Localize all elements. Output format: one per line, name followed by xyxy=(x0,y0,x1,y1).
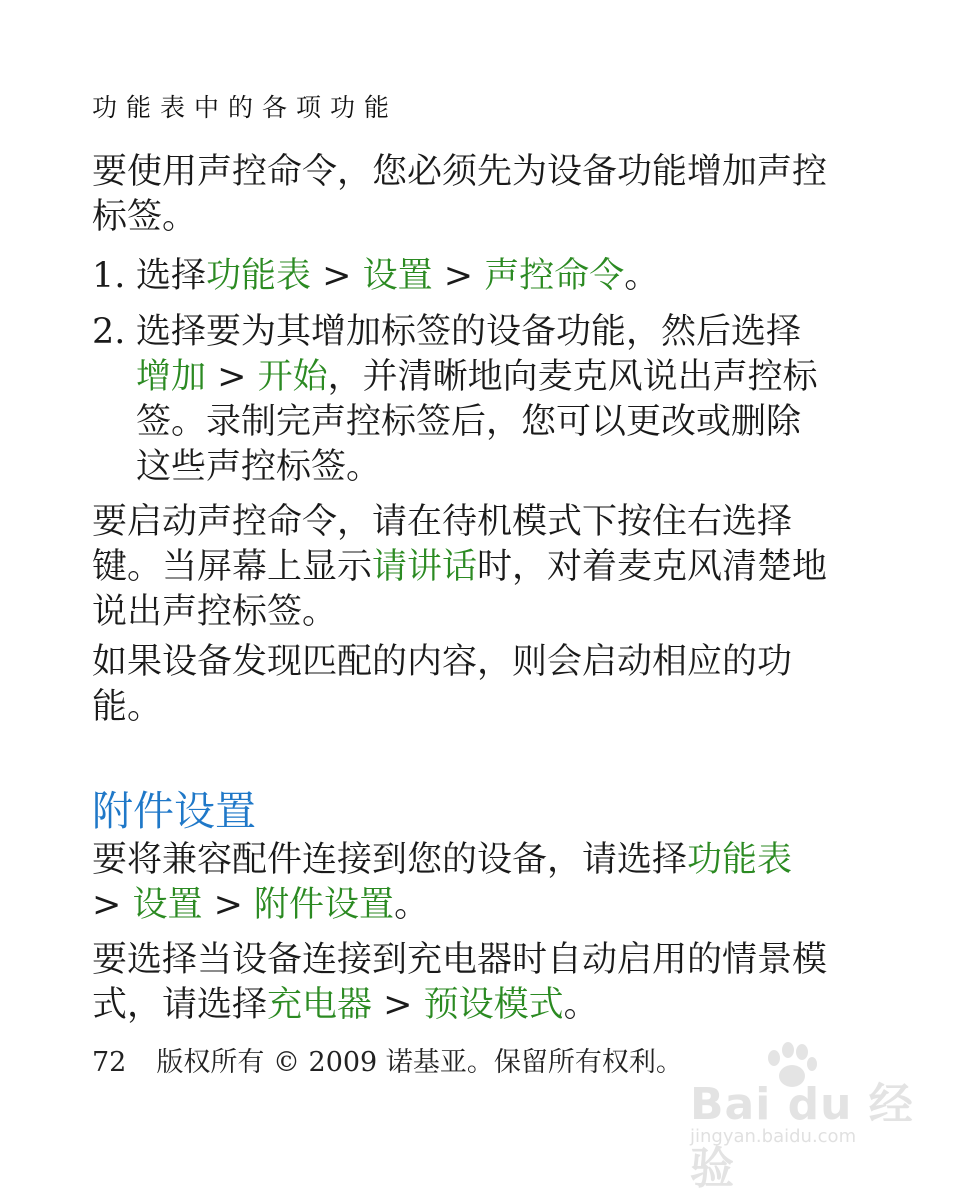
separator: > xyxy=(202,885,255,925)
list-number: 2. xyxy=(92,312,126,352)
watermark-url: jingyan.baidu.com xyxy=(690,1126,857,1147)
text-run: 选择要为其增加标签的设备功能，然后选择 xyxy=(136,312,802,352)
paragraph-accessory xyxy=(92,838,832,928)
text-run: 要启动声控命令，请在待机模式下按住右选择键。当屏幕上显示 xyxy=(92,502,793,587)
section-heading: 附件设置 xyxy=(92,787,256,835)
paragraph-charger xyxy=(92,938,832,1028)
menu-path-default-profile: 预设模式 xyxy=(423,985,564,1025)
separator: > xyxy=(311,256,363,296)
text-run: 。 xyxy=(563,985,599,1025)
page-footer xyxy=(92,1040,683,1079)
menu-path-charger: 充电器 xyxy=(267,985,373,1025)
watermark-logo: Bai du 经验 xyxy=(690,1079,914,1194)
text-run: ，并清晰地向麦克风说出声控标签。录制完声控标签后，您可以更改或删除这些声控标签。 xyxy=(136,357,818,487)
list-text xyxy=(136,310,826,490)
text-run: 时，对着麦克风清楚地说出声控标签。 xyxy=(92,547,828,632)
list-number: 1. xyxy=(92,256,126,296)
menu-path-menu: 功能表 xyxy=(206,256,312,296)
text-run: 。 xyxy=(624,256,660,296)
text-run: 要将兼容配件连接到您的设备，请选择 xyxy=(92,840,688,880)
separator: > xyxy=(432,256,485,296)
running-header: 功能表中的各项功能 xyxy=(92,93,399,122)
prompt-speak-now: 请讲话 xyxy=(372,547,478,587)
paragraph-start-voice xyxy=(92,500,832,635)
menu-path-add: 增加 xyxy=(136,357,207,397)
separator: > xyxy=(92,885,133,925)
menu-path-menu: 功能表 xyxy=(687,840,793,880)
menu-path-settings: 设置 xyxy=(132,885,203,925)
separator: > xyxy=(372,985,424,1025)
baidu-watermark xyxy=(690,1048,920,1194)
page-number: 72 xyxy=(92,1047,127,1078)
menu-path-accessory-settings: 附件设置 xyxy=(254,885,395,925)
paragraph-intro: 要使用声控命令，您必须先为设备功能增加声控标签。 xyxy=(92,152,828,237)
menu-path-voice-commands: 声控命令 xyxy=(484,256,625,296)
text-run: 要选择当设备连接到充电器时自动启用的情景模式，请选择 xyxy=(92,940,828,1025)
list-text xyxy=(136,254,826,299)
copyright-notice: 版权所有 © 2009 诺基亚。保留所有权利。 xyxy=(156,1047,683,1078)
separator: > xyxy=(206,357,258,397)
text-run: 选择 xyxy=(136,256,207,296)
menu-path-start: 开始 xyxy=(257,357,328,397)
paragraph-match: 如果设备发现匹配的内容，则会启动相应的功能。 xyxy=(92,642,793,727)
menu-path-settings: 设置 xyxy=(362,256,433,296)
text-run: 。 xyxy=(394,885,430,925)
